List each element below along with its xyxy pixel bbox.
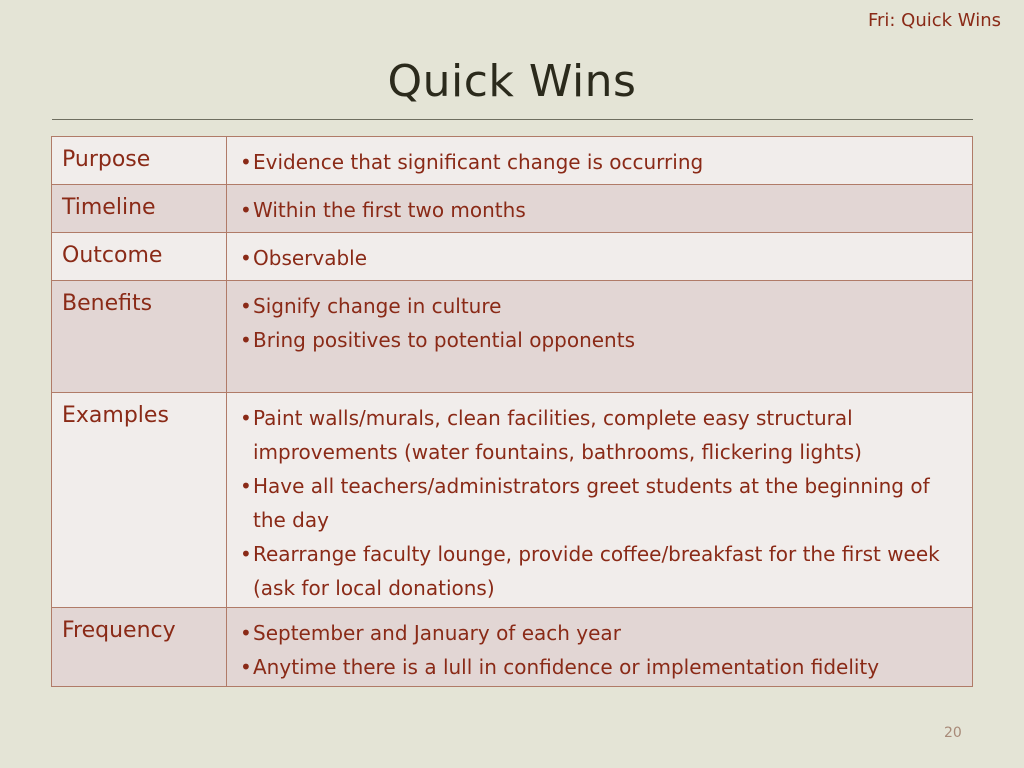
- row-content: [227, 393, 973, 608]
- table-row-benefits: [52, 281, 973, 393]
- bullet-item: • Observable: [237, 241, 964, 275]
- title-divider: [52, 119, 973, 120]
- bullet-item: • Have all teachers/administrators greet students at the beginning of the day: [237, 469, 964, 537]
- bullet-item: • Paint walls/murals, clean facilities, complete easy structural improvements (water fountains, bathrooms, flickering lights): [237, 401, 964, 469]
- row-content: [227, 608, 973, 687]
- row-label: Timeline: [52, 185, 227, 233]
- table-row-outcome: [52, 233, 973, 281]
- table-row-timeline: [52, 185, 973, 233]
- row-content: [227, 233, 973, 281]
- row-label: Purpose: [52, 137, 227, 185]
- row-content: [227, 281, 973, 393]
- quick-wins-table: [51, 136, 973, 687]
- row-label: Outcome: [52, 233, 227, 281]
- table-row-purpose: [52, 137, 973, 185]
- row-content: [227, 185, 973, 233]
- row-label: Benefits: [52, 281, 227, 393]
- row-label: Frequency: [52, 608, 227, 687]
- section-label: Fri: Quick Wins: [867, 10, 1001, 31]
- bullet-item: • September and January of each year: [237, 616, 964, 650]
- slide-title: Quick Wins: [387, 56, 637, 107]
- bullet-item: • Bring positives to potential opponents: [237, 323, 964, 357]
- table-row-frequency: [52, 608, 973, 687]
- row-label: Examples: [52, 393, 227, 608]
- bullet-item: • Evidence that significant change is occurring: [237, 145, 964, 179]
- bullet-item: • Signify change in culture: [237, 289, 964, 323]
- bullet-item: • Rearrange faculty lounge, provide coffee/breakfast for the first week (ask for local donations): [237, 537, 964, 605]
- bullet-item: • Anytime there is a lull in confidence or implementation fidelity: [237, 650, 964, 684]
- bullet-item: • Within the first two months: [237, 193, 964, 227]
- row-content: [227, 137, 973, 185]
- slide-number: 20: [944, 725, 962, 741]
- table-row-examples: [52, 393, 973, 608]
